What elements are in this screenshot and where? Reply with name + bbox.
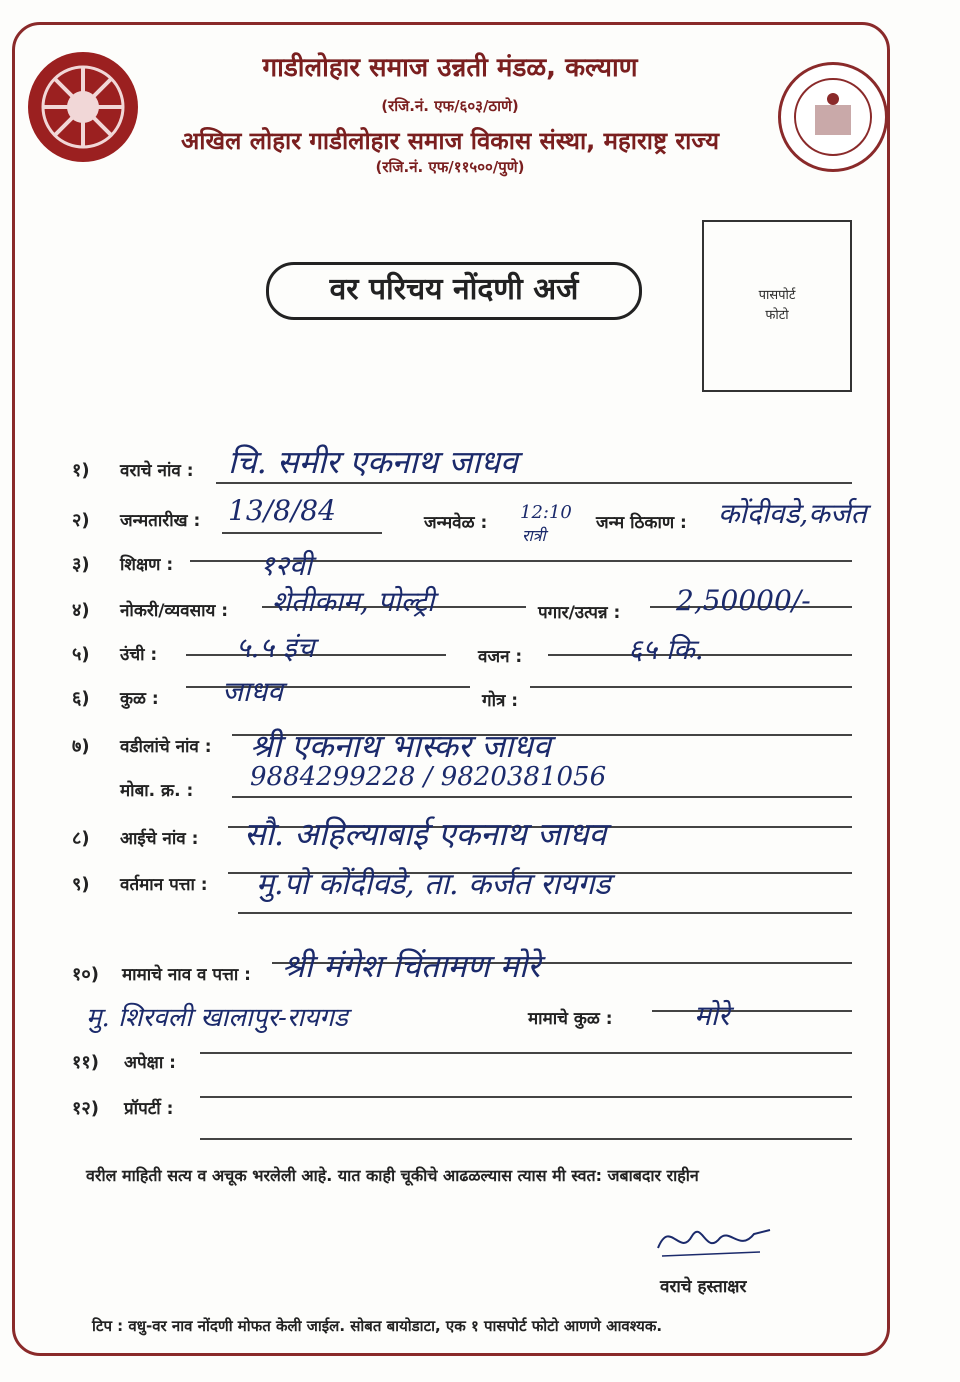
maternal-uncle-label: मामाचे नाव व पत्ता : — [122, 965, 251, 985]
maternal-kul-line — [652, 1010, 852, 1012]
property-line-2 — [200, 1138, 852, 1140]
org-name-line2: अखिल लोहार गाडीलोहार समाज विकास संस्था, महाराष्ट्र राज्य — [180, 127, 720, 155]
education-label: शिक्षण : — [120, 555, 174, 575]
groom-signature-scribble — [650, 1208, 780, 1268]
gotra-line — [530, 686, 852, 688]
dob-line — [222, 532, 382, 534]
maternal-kul-value[interactable]: मोरे — [694, 999, 730, 1032]
address-line-2 — [238, 912, 852, 914]
field-number-12: १२) — [72, 1098, 99, 1119]
registration-number-1: (रजि.नं. एफ/६०३/ठाणे) — [381, 97, 519, 115]
note-text: टिप : वधु-वर नाव नोंदणी मोफत केली जाईल. सोबत बायोडाटा, एक १ पासपोर्ट फोटो आणणे आवश्यक. — [92, 1317, 663, 1335]
income-label: पगार/उत्पन्न : — [538, 603, 621, 623]
mobile-value[interactable]: 9884299228 / 9820381056 — [250, 762, 607, 792]
occupation-label: नोकरी/व्यवसाय : — [120, 601, 229, 621]
declaration-text: वरील माहिती सत्य व अचूक भरलेली आहे. यात काही चूकीचे आढळल्यास त्यास मी स्वत: जबाबदार राहीन — [86, 1166, 699, 1185]
field-number-4: ४) — [72, 600, 90, 621]
dob-value[interactable]: 13/8/84 — [228, 494, 336, 527]
address-label: वर्तमान पत्ता : — [120, 875, 208, 895]
passport-photo-box — [702, 220, 852, 392]
field-number-3: ३) — [72, 554, 90, 575]
right-seal-logo — [778, 62, 888, 172]
kul-value[interactable]: जाधव — [222, 675, 283, 708]
mobile-label: मोबा. क्र. : — [120, 781, 194, 801]
income-value[interactable]: 2,50000/- — [676, 584, 811, 617]
field-number-8: ८) — [72, 828, 90, 849]
field-number-2: २) — [72, 510, 90, 531]
height-value[interactable]: ५.५ इंच — [236, 631, 315, 664]
org-name-line1: गाडीलोहार समाज उन्नती मंडळ, कल्याण — [262, 53, 638, 83]
maternal-kul-label: मामाचे कुळ : — [528, 1009, 613, 1029]
signature-label: वराचे हस्ताक्षर — [660, 1277, 747, 1297]
maternal-uncle-address[interactable]: मु. शिरवली खालापुर-रायगड — [86, 1003, 348, 1033]
weight-label: वजन : — [478, 647, 523, 667]
mother-name-value[interactable]: सौ. अहिल्याबाई एकनाथ जाधव — [244, 815, 607, 853]
weight-value[interactable]: ६५ कि. — [628, 633, 704, 666]
expectation-line — [200, 1052, 852, 1054]
birth-place-value[interactable]: कोंदीवडे,कर्जत — [718, 497, 867, 530]
mother-name-label: आईचे नांव : — [120, 829, 199, 849]
gotra-label: गोत्र : — [482, 691, 519, 711]
field-number-10: १०) — [72, 964, 99, 985]
birth-place-label: जन्म ठिकाण : — [596, 513, 687, 533]
birth-time-value-2[interactable]: रात्री — [522, 526, 546, 545]
kul-label: कुळ : — [120, 689, 159, 709]
mobile-line — [232, 796, 852, 798]
education-value[interactable]: १२वी — [260, 549, 312, 582]
dob-label: जन्मतारीख : — [120, 511, 201, 531]
left-emblem-logo — [28, 52, 138, 162]
father-name-value[interactable]: श्री एकनाथ भास्कर जाधव — [250, 727, 551, 765]
maternal-uncle-value[interactable]: श्री मंगेश चिंतामण मोरे — [282, 947, 541, 985]
property-line-1 — [200, 1096, 852, 1098]
birth-time-value[interactable]: 12:10 — [520, 502, 572, 523]
field-number-7: ७) — [72, 736, 90, 757]
height-label: उंची : — [120, 645, 158, 665]
registration-number-2: (रजि.नं. एफ/११५००/पुणे) — [375, 158, 525, 176]
father-name-label: वडीलांचे नांव : — [120, 737, 212, 757]
birth-time-label: जन्मवेळ : — [424, 513, 488, 533]
photo-label-line1: पासपोर्ट — [758, 288, 796, 303]
field-number-6: ६) — [72, 688, 90, 709]
field-number-9: ९) — [72, 874, 90, 895]
photo-label-line2: फोटो — [765, 308, 789, 323]
address-value[interactable]: मु.पो कोंदीवडे, ता. कर्जत रायगड — [256, 867, 611, 902]
field-number-1: १) — [72, 460, 90, 481]
expectation-label: अपेक्षा : — [124, 1053, 176, 1073]
occupation-value[interactable]: शेतीकाम, पोल्ट्री — [272, 585, 435, 618]
field-number-11: ११) — [72, 1052, 99, 1073]
form-title: वर परिचय नोंदणी अर्ज — [266, 262, 642, 320]
height-line — [186, 654, 446, 656]
groom-name-label: वराचे नांव : — [120, 461, 194, 481]
property-label: प्रॉपर्टी : — [124, 1099, 174, 1119]
groom-name-value[interactable]: चि. समीर एकनाथ जाधव — [228, 443, 518, 481]
field-number-5: ५) — [72, 644, 90, 665]
